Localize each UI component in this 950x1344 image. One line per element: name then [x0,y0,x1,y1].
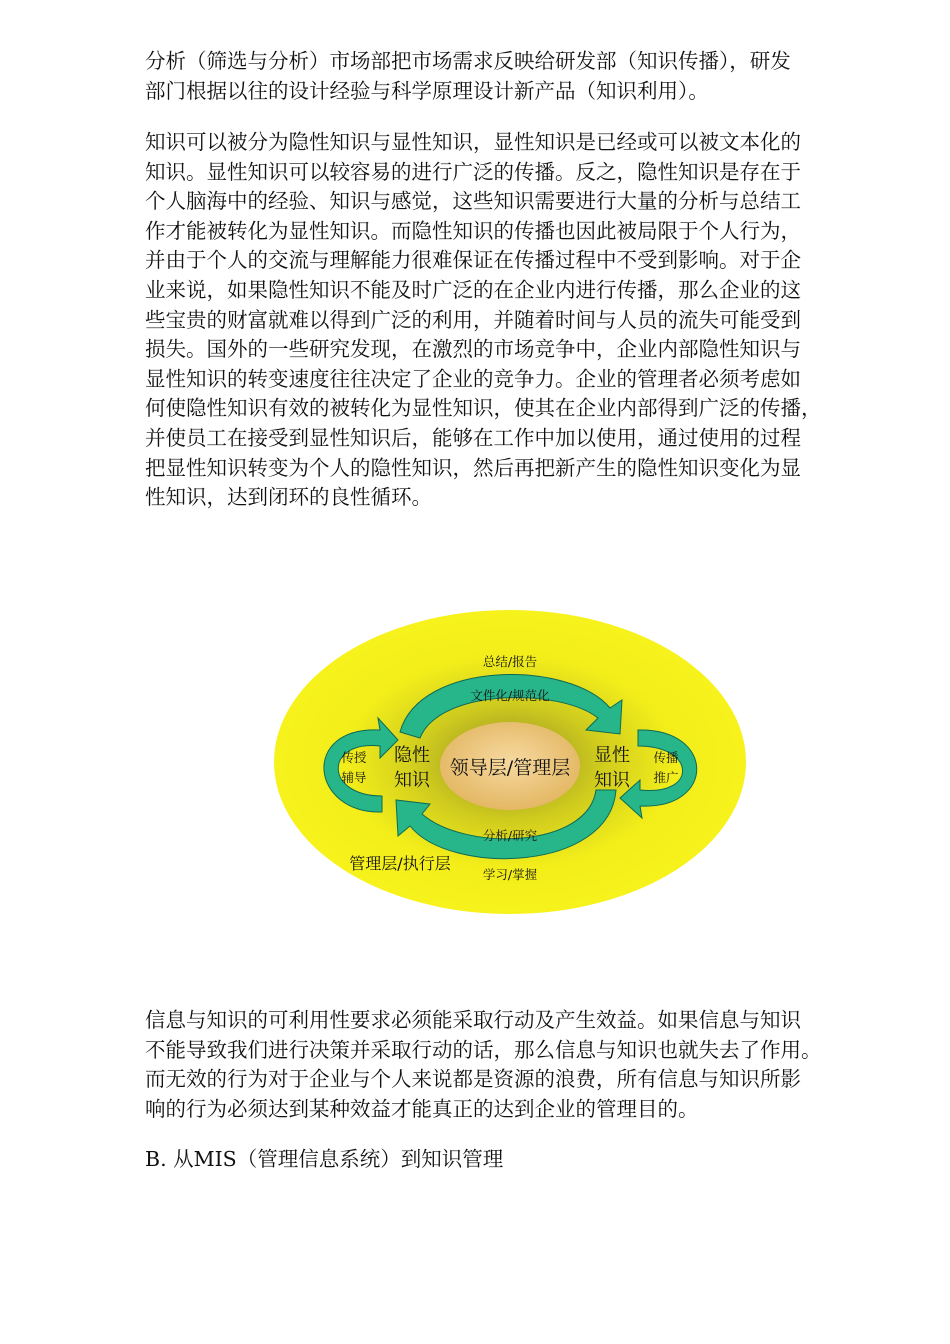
right-loop-label-line2: 推广 [653,770,679,785]
text-line: 损失。国外的一些研究发现，在激烈的市场竞争中，企业内部隐性知识与 [145,337,801,362]
text-line: 把显性知识转变为个人的隐性知识，然后再把新产生的隐性知识变化为显 [145,455,801,480]
text-line: 并由于个人的交流与理解能力很难保证在传播过程中不受到影响。对于企 [145,248,801,273]
text-line: 并使员工在接受到显性知识后，能够在工作中加以使用，通过使用的过程 [145,425,801,450]
text-line: 部门根据以往的设计经验与科学原理设计新产品（知识利用）。 [145,78,709,103]
text-line: 何使隐性知识有效的被转化为显性知识，使其在企业内部得到广泛的传播， [145,396,822,421]
tacit-label-line2: 知识 [394,770,430,791]
left-loop-label-line1: 传授 [341,750,367,765]
paragraph-knowledge-usability [145,1006,865,1124]
top-outer-label: 总结/报告 [482,654,538,669]
top-inner-label: 文件化/规范化 [470,688,550,703]
left-loop-label-line2: 辅导 [341,770,367,785]
section-heading-mis-to-km [145,1145,865,1175]
text-line: B. 从MIS（管理信息系统）到知识管理 [145,1147,504,1171]
text-line: 而无效的行为对于企业与个人来说都是资源的浪费，所有信息与知识所影 [145,1067,801,1092]
text-line: 知识可以被分为隐性知识与显性知识，显性知识是已经或可以被文本化的 [145,130,801,154]
text-line: 响的行为必须达到某种效益才能真正的达到企业的管理目的。 [145,1096,699,1121]
explicit-label-line2: 知识 [594,770,630,791]
tacit-label-line1: 隐性 [394,745,430,766]
text-line: 显性知识的转变速度往往决定了企业的竞争力。企业的管理者必须考虑如 [145,366,801,391]
right-loop-label-line1: 传播 [653,750,679,765]
text-line: 个人脑海中的经验、知识与感觉，这些知识需要进行大量的分析与总结工 [145,189,801,214]
text-line: 作才能被转化为显性知识。而隐性知识的传播也因此被局限于个人行为， [145,218,801,243]
text-line: 性知识，达到闭环的良性循环。 [145,485,432,510]
text-line: 业来说，如果隐性知识不能及时广泛的在企业内进行传播，那么企业的这 [145,277,801,302]
paragraph-market-research [145,47,865,106]
explicit-label-line1: 显性 [594,745,630,766]
text-line: 知识。显性知识可以较容易的进行广泛的传播。反之，隐性知识是存在于 [145,159,801,184]
bottom-outer-label: 学习/掌握 [482,867,538,882]
text-line: 些宝贵的财富就难以得到广泛的利用，并随着时间与人员的流失可能受到 [145,307,801,332]
center-label: 领导层/管理层 [449,757,571,779]
paragraph-tacit-explicit-knowledge [145,128,865,513]
knowledge-cycle-diagram [270,600,750,918]
outer-ring-label: 管理层/执行层 [349,854,451,873]
text-line: 分析（筛选与分析）市场部把市场需求反映给研发部（知识传播），研发 [145,49,791,73]
bottom-inner-label: 分析/研究 [482,828,538,843]
text-line: 不能导致我们进行决策并采取行动的话，那么信息与知识也就失去了作用。 [145,1037,822,1062]
text-line: 信息与知识的可利用性要求必须能采取行动及产生效益。如果信息与知识 [145,1008,801,1032]
